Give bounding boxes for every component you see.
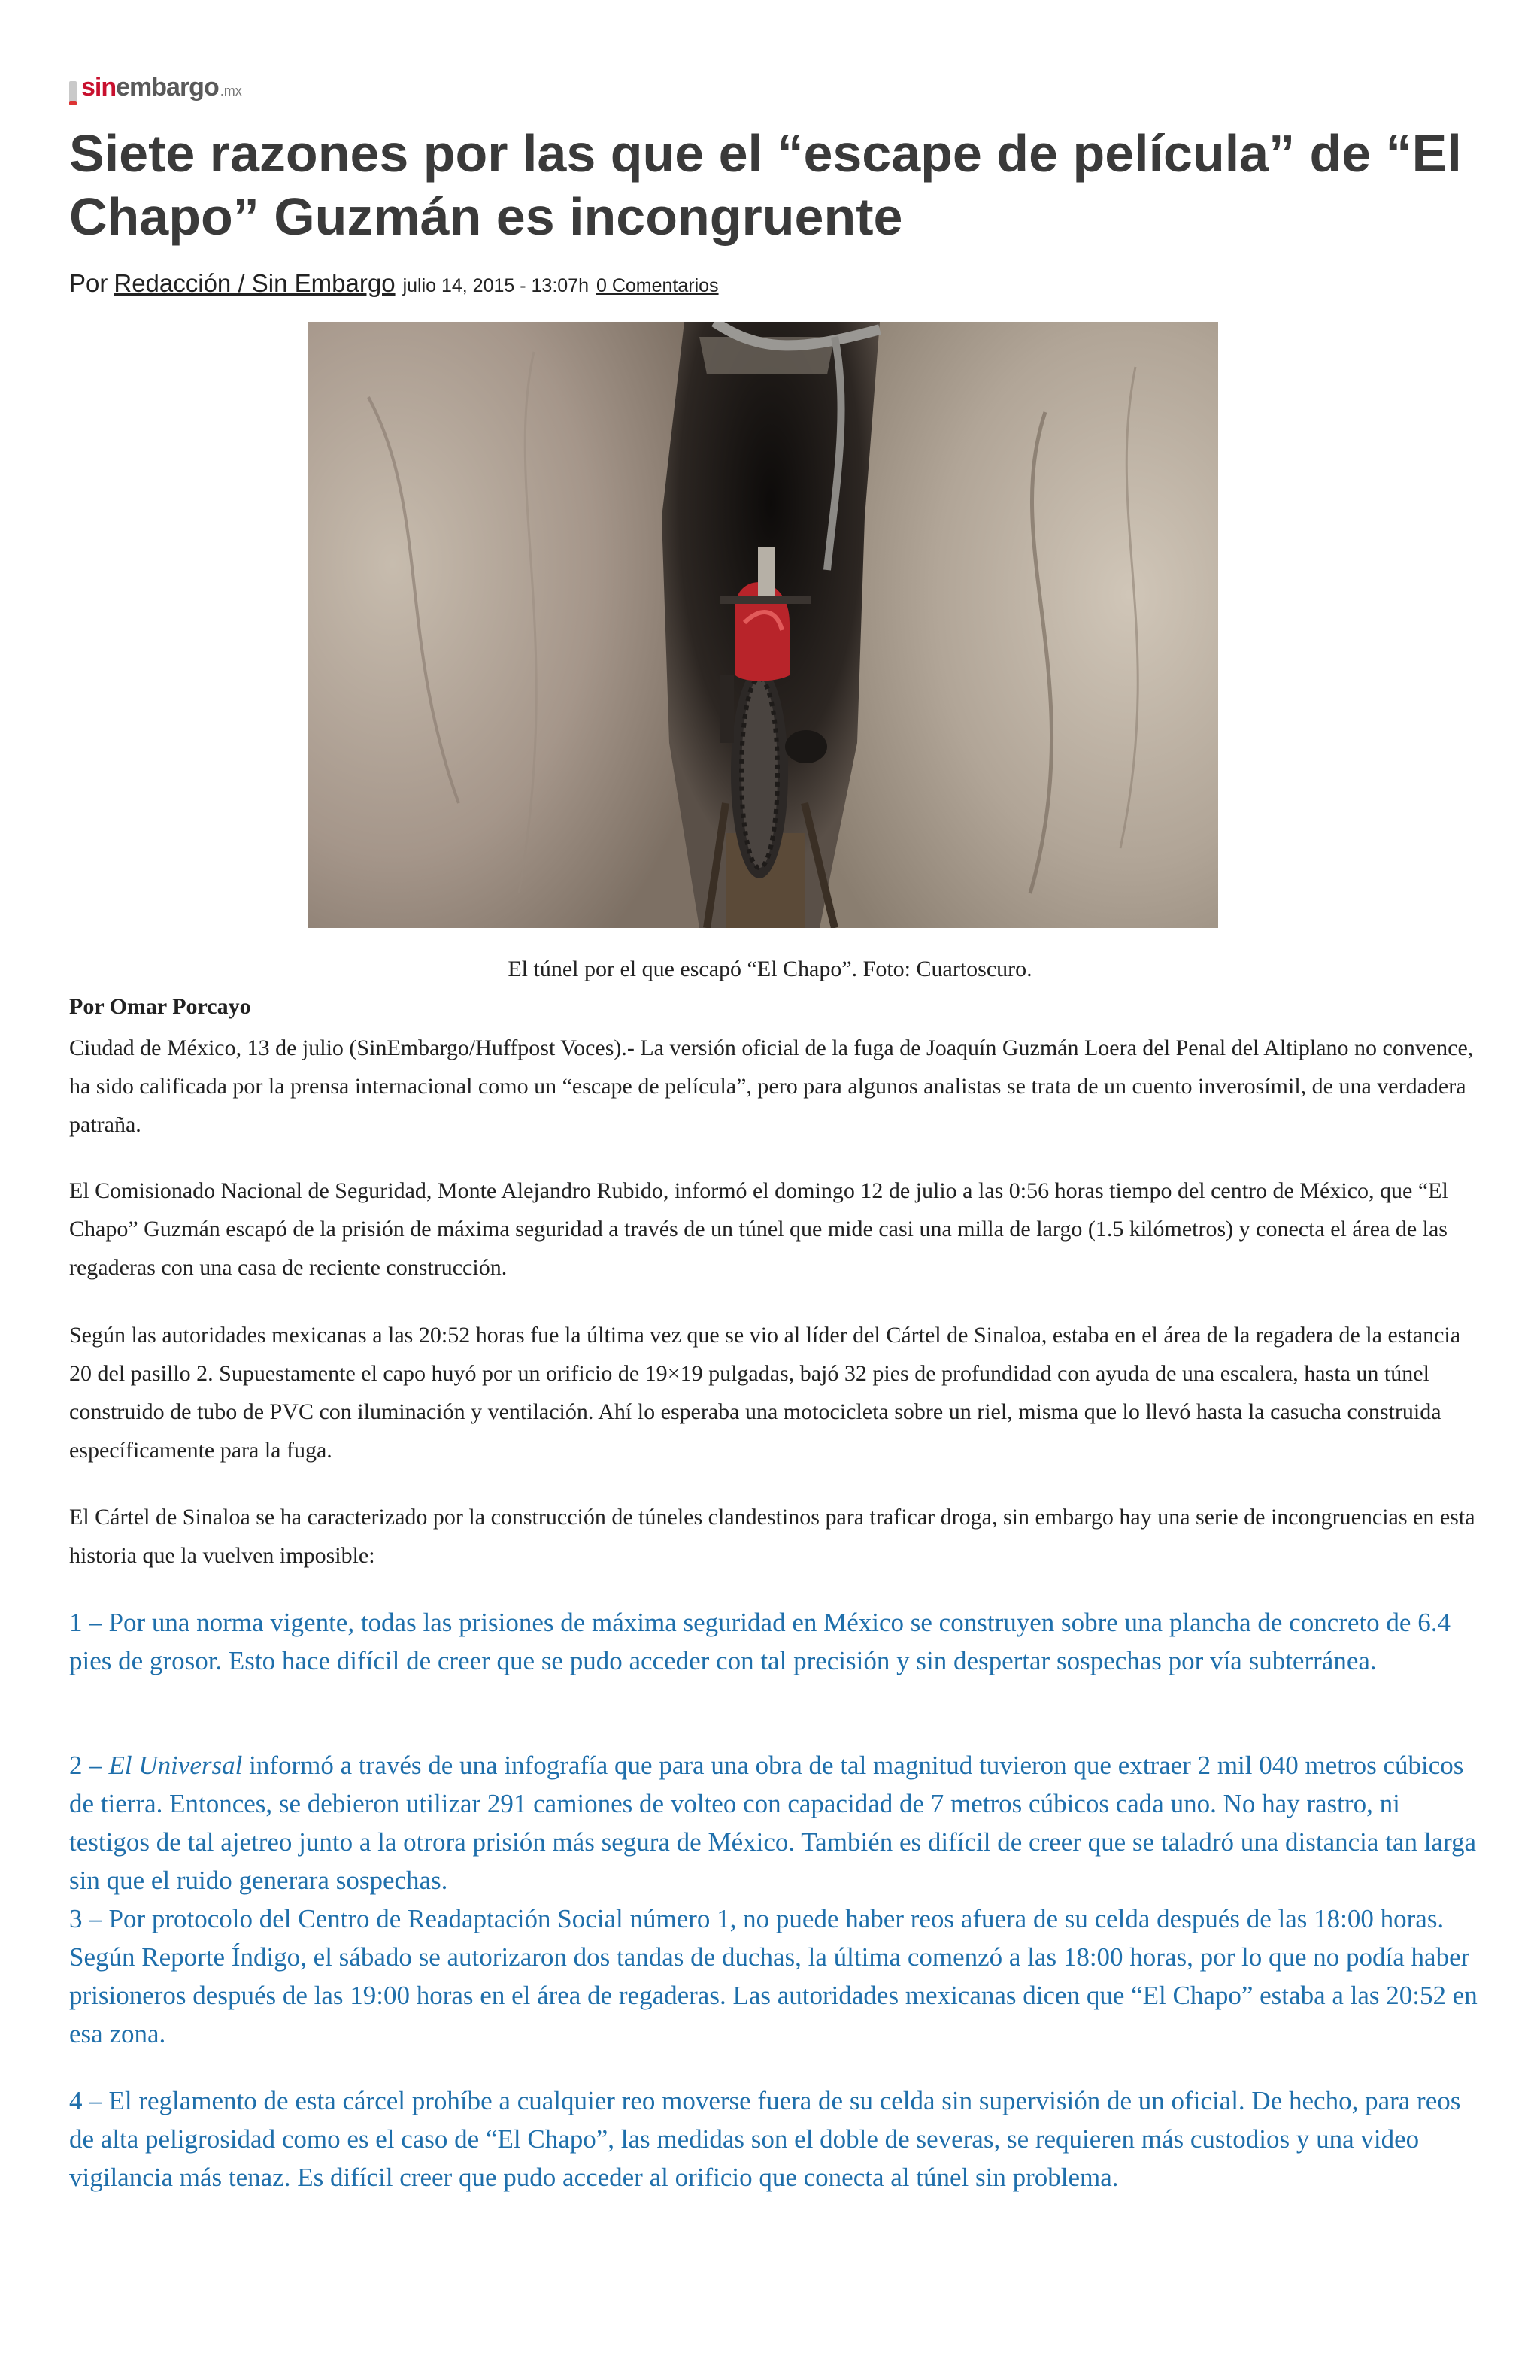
article-writer: Por Omar Porcayo (69, 994, 251, 1019)
byline-prefix: Por (69, 269, 108, 297)
author-link[interactable]: Redacción / Sin Embargo (114, 269, 396, 297)
logo-text-mx: .mx (220, 83, 242, 99)
el-universal-link-text: El Universal (108, 1751, 243, 1780)
logo-text-sin: sin (81, 73, 117, 102)
reason-2-text: informó a través de una infografía que para una obra de tal magnitud tuvieron que extraer 2 mil 040 metros cúbicos de tierra. Entonces, se debieron utilizar 291 camiones de volteo con capacidad de 7 metros cúbicos cada uno. No hay rastro, ni testigos de tal ajetreo junto a la otrora prisión más segura de México. También es difícil de creer que se taladró una distancia tan larga sin que el ruido generara sospechas. (69, 1751, 1477, 1895)
logo-text-embargo: embargo (116, 73, 219, 102)
article-title: Siete razones por las que el “escape de película” de “El Chapo” Guzmán es incongruente (69, 124, 1462, 246)
paragraph-1: Ciudad de México, 13 de julio (SinEmbargo/Huffpost Voces).- La versión oficial de la fuga de Joaquín Guzmán Loera del Penal del Altiplano no convence, ha sido calificada por la prensa internacional como un “escape de película”, pero para algunos analistas se trata de un cuento inverosímil, de una verdadera patraña. (69, 1035, 1474, 1137)
reason-2 (69, 1746, 1483, 1899)
reason-3: 3 – Por protocolo del Centro de Readaptación Social número 1, no puede haber reos afuera de su celda después de las 18:00 horas. Según Reporte Índigo, el sábado se autorizaron dos tandas de duchas, la última comenzó a las 18:00 horas, por lo que no podía haber prisioneros después de las 19:00 horas en el área de regaderas. Las autoridades mexicanas dicen que “El Chapo” estaba a las 20:52 en esa zona. (69, 1904, 1478, 2048)
comments-link[interactable]: 0 Comentarios (596, 275, 719, 296)
reason-1: 1 – Por una norma vigente, todas las prisiones de máxima seguridad en México se construyen sobre una plancha de concreto de 6.4 pies de grosor. Esto hace difícil de creer que se pudo acceder con tal precisión y sin despertar sospechas por vía subterránea. (69, 1608, 1451, 1675)
paragraph-4: El Cártel de Sinaloa se ha caracterizado por la construcción de túneles clandestinos para traficar droga, sin embargo hay una serie de incongruencias en esta historia que la vuelven imposible: (69, 1505, 1475, 1568)
reason-4: 4 – El reglamento de esta cárcel prohíbe a cualquier reo moverse fuera de su celda sin supervisión de un oficial. De hecho, para reos de alta peligrosidad como es el caso de “El Chapo”, las medidas son el doble de severas, se requieren más custodios y una video vigilancia más tenaz. Es difícil creer que pudo acceder al orificio que conecta al túnel sin problema. (69, 2086, 1461, 2192)
paragraph-2: El Comisionado Nacional de Seguridad, Monte Alejandro Rubido, informó el domingo 12 de julio a las 0:56 horas tiempo del centro de México, que “El Chapo” Guzmán escapó de la prisión de máxima seguridad a través de un túnel que mide casi una milla de largo (1.5 kilómetros) y conecta el área de las regaderas con una casa de reciente construcción. (69, 1178, 1448, 1280)
logo-mark-icon (69, 81, 77, 102)
site-logo[interactable] (69, 69, 242, 102)
article-image (308, 322, 1218, 928)
tunnel-motorcycle-image (308, 322, 1218, 928)
publish-date: julio 14, 2015 - 13:07h (402, 275, 589, 296)
paragraph-3: Según las autoridades mexicanas a las 20:52 horas fue la última vez que se vio al líder del Cártel de Sinaloa, estaba en el área de la regadera de la estancia 20 del pasillo 2. Supuestamente el capo huyó por un orificio de 19×19 pulgadas, bajó 32 pies de profundidad con ayuda de una escalera, hasta un túnel construido de tubo de PVC con iluminación y ventilación. Ahí lo esperaba una motocicleta sobre un riel, misma que lo llevó hasta la casucha construida específicamente para la fuga. (69, 1323, 1461, 1463)
reason-2-number: 2 – (69, 1751, 109, 1780)
image-caption: El túnel por el que escapó “El Chapo”. Foto: Cuartoscuro. (508, 957, 1032, 981)
byline (69, 269, 719, 298)
